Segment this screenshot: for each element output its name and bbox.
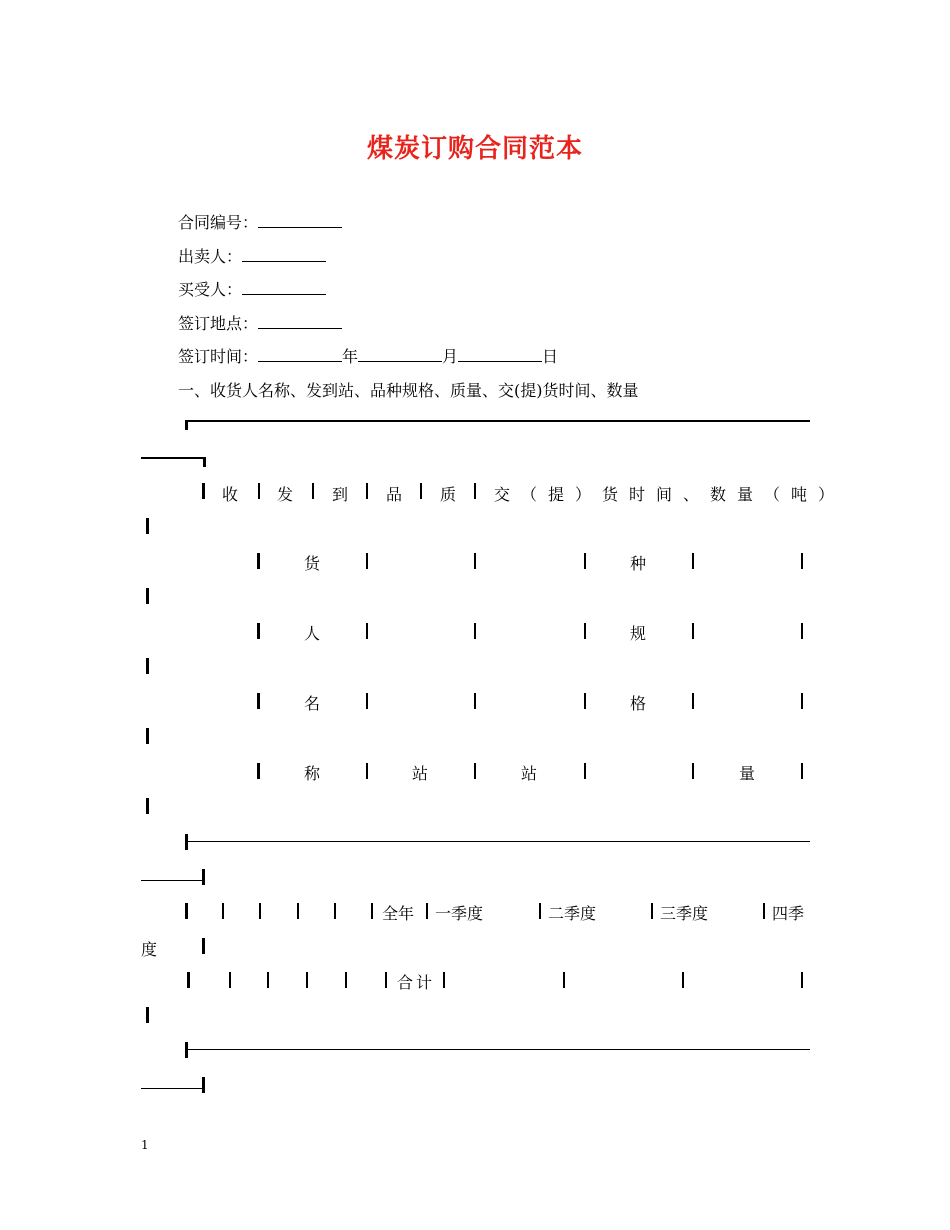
section-1-heading: 一、收货人名称、发到站、品种规格、质量、交(提)货时间、数量 [178,381,639,400]
table-bar [146,798,149,814]
table-bar [474,623,476,639]
table-bar [312,483,314,499]
table-bar [426,903,428,919]
table-bar [385,972,387,988]
table-bar [366,483,368,499]
table-bar [222,903,224,919]
header-cell-2: 发 [277,485,294,504]
table-bar [584,623,586,639]
table-bar [185,834,188,850]
col4-cell: 规 [630,624,647,643]
table-bar [474,763,476,779]
table-bar [185,1042,188,1058]
quarter-cell-annual: 全年 [382,904,415,923]
table-bar [801,763,803,779]
col1-cell: 称 [304,764,321,783]
year-label: 年 [342,347,359,366]
table-bar [185,903,188,919]
table-bar [763,903,765,919]
table-bar [334,903,336,919]
seller-label: 出卖人： [178,247,243,266]
table-bar [297,903,299,919]
table-bar [801,553,803,569]
col1-cell: 货 [304,554,321,573]
day-blank[interactable] [458,346,542,362]
col4-cell: 格 [630,694,647,713]
contract-number-label: 合同编号： [178,213,259,232]
table-bar [202,1077,205,1093]
table-bar [651,903,653,919]
year-blank[interactable] [258,346,342,362]
signing-time-label: 签订时间： [178,347,259,366]
table-bar [258,483,260,499]
table-bar [692,623,694,639]
table-corner-wrap [203,457,206,467]
table-bar [257,553,260,569]
quarter-cell-q1: 一季度 [435,904,484,923]
table-bar [801,972,803,988]
table-bar [474,483,476,499]
signing-place-field [178,311,342,334]
col1-cell: 人 [304,624,321,643]
table-bar [443,972,445,988]
table-bar [202,869,205,885]
contract-number-field [178,210,342,233]
month-label: 月 [442,347,459,366]
quarter-cell-q4: 四季 [772,904,805,923]
table-bar [584,763,586,779]
signing-place-blank[interactable] [258,313,342,329]
header-cell-5: 质 [440,485,457,504]
table-bar [474,693,476,709]
buyer-label: 买受人： [178,280,243,299]
header-cell-6: 交（提）货时间、数量（吨） [494,485,846,504]
buyer-field [178,277,326,300]
month-blank[interactable] [358,346,442,362]
table-bar [692,693,694,709]
table-bar [474,553,476,569]
table-bottom-separator-wrap [141,1088,203,1089]
table-bar [692,553,694,569]
quarter-cell-q4-wrap: 度 [141,940,158,959]
header-cell-4: 品 [386,485,403,504]
table-bar [146,728,149,744]
col2-cell: 站 [412,764,429,783]
quarter-cell-q2: 二季度 [548,904,597,923]
document-title: 煤炭订购合同范本 [366,134,583,164]
table-bar [146,1007,149,1023]
table-bar [692,763,694,779]
table-bar [202,483,205,499]
seller-field [178,244,326,267]
table-bar [259,903,261,919]
col3-cell: 站 [521,764,538,783]
table-bar [366,553,368,569]
table-bar [371,903,373,919]
table-separator-wrap [141,880,203,881]
table-bar [366,763,368,779]
table-bar [801,693,803,709]
table-separator [187,841,810,842]
table-bar [257,623,260,639]
table-bar [801,623,803,639]
seller-blank[interactable] [242,246,326,262]
table-top-border [186,420,810,422]
table-bar [146,658,149,674]
table-bar [563,972,565,988]
header-cell-1: 收 [222,485,239,504]
table-bar [539,903,541,919]
table-bar [187,972,190,988]
table-bar [229,972,231,988]
table-bar [584,693,586,709]
table-bar [146,588,149,604]
day-label: 日 [542,347,559,366]
page-number: 1 [141,1138,149,1152]
signing-place-label: 签订地点： [178,314,259,333]
col6-cell: 量 [739,764,756,783]
table-bar [257,693,260,709]
table-bottom-separator [187,1049,810,1050]
table-bar [366,693,368,709]
table-bar [682,972,684,988]
table-bar [345,972,347,988]
col1-cell: 名 [304,694,321,713]
table-bar [202,938,205,954]
total-cell: 合计 [397,973,436,992]
signing-time-field [178,344,558,367]
table-bar [420,483,422,499]
table-corner [185,420,188,430]
table-bar [267,972,269,988]
table-top-border-wrap [141,457,205,459]
col4-cell: 种 [630,554,647,573]
table-bar [257,763,260,779]
table-bar [366,623,368,639]
header-cell-3: 到 [332,485,349,504]
quarter-cell-q3: 三季度 [660,904,709,923]
table-bar [146,518,149,534]
table-bar [306,972,308,988]
contract-number-blank[interactable] [258,212,342,228]
table-bar [584,553,586,569]
buyer-blank[interactable] [242,279,326,295]
